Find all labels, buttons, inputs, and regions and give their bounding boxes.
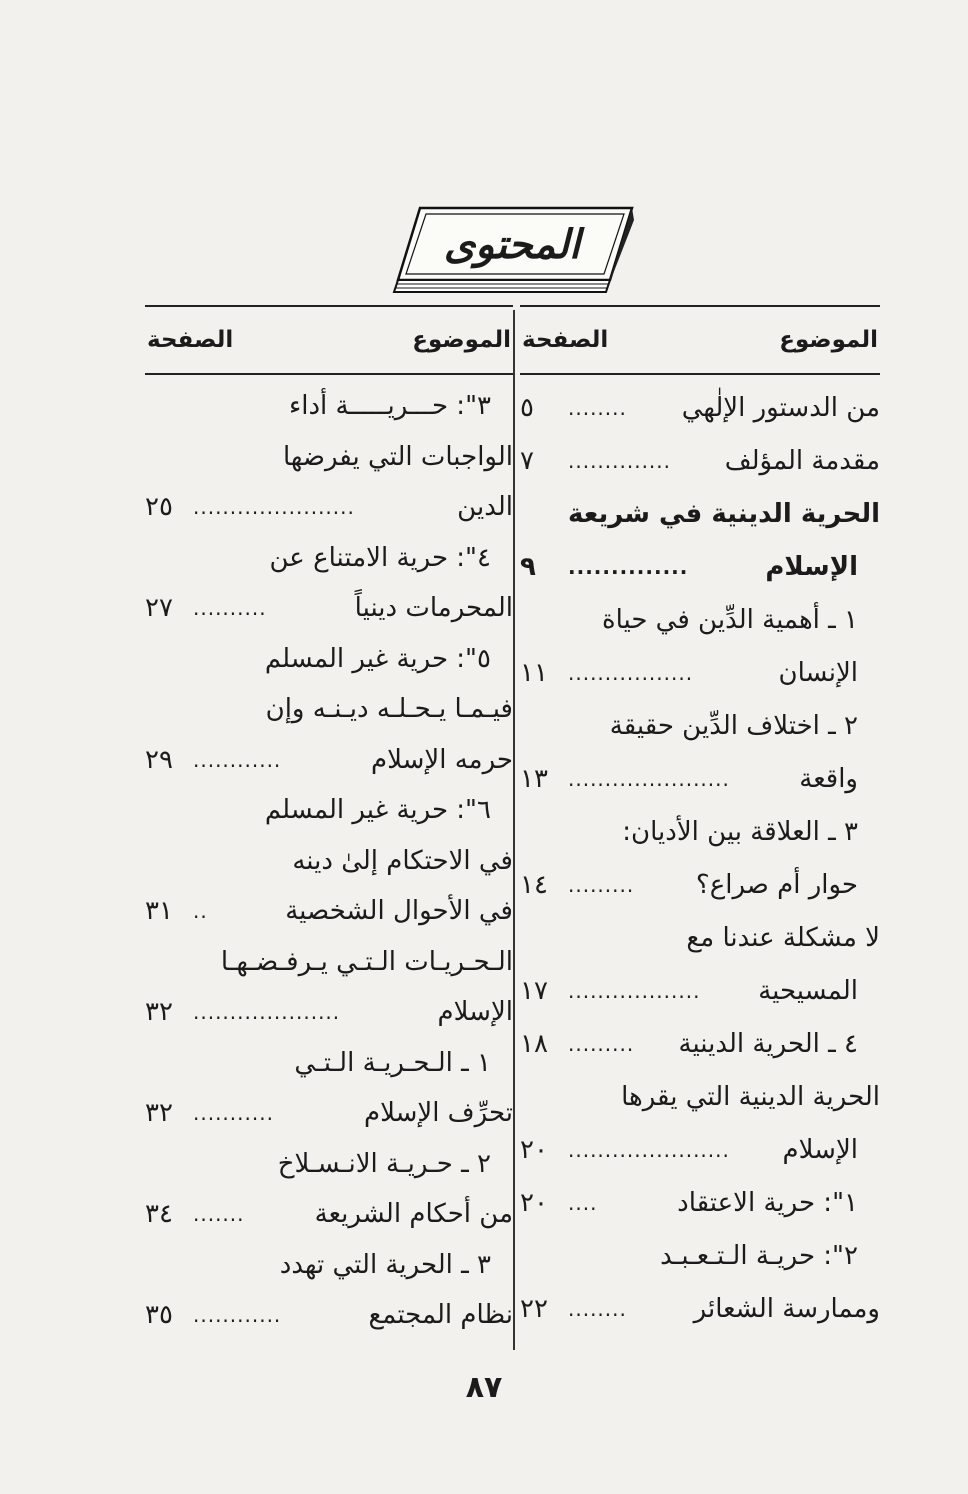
toc-entry-line — [520, 1176, 880, 1229]
toc-entry-line — [145, 735, 513, 786]
entry-page-number: ٧ — [520, 445, 534, 476]
toc-header — [520, 307, 880, 373]
entry-page-number: ٣٢ — [145, 997, 173, 1028]
entry-title: ١ ـ أهمية الدِّين في حياة — [601, 604, 858, 635]
entry-title: لا مشكلة عندنا مع — [686, 922, 880, 953]
entry-title: الإسلام — [765, 551, 858, 582]
dot-leader: .......... — [193, 596, 267, 621]
entry-title: نظام المجتمع — [368, 1300, 513, 1331]
contents-title-banner — [392, 200, 637, 295]
toc-entry-line — [520, 858, 880, 911]
entry-title: ٢ ـ اختلاف الدِّين حقيقة — [609, 710, 858, 741]
toc-entry-line — [145, 634, 513, 685]
toc-entry-line — [145, 1290, 513, 1341]
toc-entry-line — [145, 432, 513, 483]
toc-entry-line — [520, 1017, 880, 1070]
toc-entry-line — [145, 785, 513, 836]
toc-entries — [520, 381, 880, 1335]
entry-title: الواجبات التي يفرضها — [282, 441, 513, 472]
toc-entry-line — [145, 886, 513, 937]
entry-title: ١": حرية الاعتقاد — [677, 1187, 858, 1218]
entry-title: ٣ ـ العلاقة بين الأديان: — [622, 816, 858, 847]
toc-entry-line — [520, 593, 880, 646]
entry-title: ٤": حرية الامتناع عن — [269, 542, 491, 573]
header-page: الصفحة — [522, 327, 609, 353]
entry-page-number: ١١ — [520, 657, 548, 688]
entry-page-number: ٥ — [520, 392, 534, 423]
entry-title: ٢ ـ حـريـة الانـسـلاخ — [277, 1148, 491, 1179]
entry-title: ٦": حرية غير المسلم — [264, 795, 491, 826]
toc-entry-line — [520, 646, 880, 699]
toc-entry-line — [145, 381, 513, 432]
dot-leader: ...................... — [193, 495, 355, 520]
entry-title: الحرية الدينية في شريعة — [568, 498, 880, 529]
entry-title: في الأحوال الشخصية — [285, 896, 513, 927]
entry-page-number: ٩ — [520, 551, 536, 582]
entry-title: تحرِّف الإسلام — [363, 1098, 513, 1129]
toc-entries — [145, 381, 513, 1341]
toc-entry-line — [145, 684, 513, 735]
entry-title: ٣ ـ الحرية التي تهدد — [279, 1249, 491, 1280]
toc-entry-line — [145, 1240, 513, 1291]
toc-entry-line — [520, 805, 880, 858]
entry-title: ٣": حـــريـــــة أداء — [289, 391, 491, 422]
entry-page-number: ٢٧ — [145, 593, 173, 624]
entry-title: واقعة — [799, 763, 858, 794]
dot-leader: ........ — [568, 395, 627, 420]
entry-page-number: ٣١ — [145, 896, 173, 927]
toc-entry-line — [520, 964, 880, 1017]
toc-entry-line — [520, 540, 880, 593]
contents-title: المحتوى — [443, 220, 581, 268]
entry-title: الإسلام — [437, 997, 513, 1028]
page-number: ٨٧ — [465, 1370, 503, 1405]
header-rule-bottom — [520, 373, 880, 375]
dot-leader: .... — [568, 1190, 598, 1215]
toc-entry-line — [520, 487, 880, 540]
entry-page-number: ٣٤ — [145, 1199, 173, 1230]
entry-title: فيـمـا يـحـلـه ديـنـه وإن — [265, 694, 513, 725]
header-topic: الموضوع — [412, 327, 511, 353]
entry-page-number: ٣٢ — [145, 1098, 173, 1129]
entry-title: ٢": حريـة الـتـعـبـد — [660, 1240, 858, 1271]
entry-page-number: ١٧ — [520, 975, 548, 1006]
toc-entry-line — [520, 434, 880, 487]
entry-title: الدين — [457, 492, 513, 523]
toc-entry-line — [520, 1070, 880, 1123]
dot-leader: ........ — [568, 1296, 627, 1321]
entry-title: الـحـريـات الـتـي يـرفـضـهـا — [220, 946, 513, 977]
dot-leader: ......... — [568, 1031, 635, 1056]
entry-page-number: ٢٠ — [520, 1187, 548, 1218]
entry-page-number: ٢٢ — [520, 1293, 548, 1324]
header-page: الصفحة — [147, 327, 234, 353]
toc-entry-line — [145, 836, 513, 887]
dot-leader: ....... — [193, 1202, 245, 1227]
entry-title: في الاحتكام إلىٰ دينه — [292, 845, 513, 876]
dot-leader: .................. — [568, 978, 701, 1003]
dot-leader: ............ — [193, 747, 282, 772]
entry-title: من الدستور الإلٰهي — [681, 392, 880, 423]
entry-title: المحرمات دينياً — [354, 593, 513, 624]
toc-entry-line — [520, 911, 880, 964]
entry-page-number: ٣٥ — [145, 1300, 173, 1331]
toc-entry-line — [520, 1229, 880, 1282]
dot-leader: .............. — [568, 448, 672, 473]
toc-entry-line — [145, 482, 513, 533]
toc-entry-line — [145, 1189, 513, 1240]
dot-leader: .. — [193, 899, 208, 924]
toc-entry-line — [520, 752, 880, 805]
toc-entry-line — [520, 381, 880, 434]
dot-leader: .............. — [568, 554, 689, 579]
dot-leader: ......... — [568, 872, 635, 897]
entry-page-number: ١٣ — [520, 763, 548, 794]
toc-entry-line — [145, 987, 513, 1038]
entry-page-number: ٢٩ — [145, 744, 173, 775]
toc-entry-line — [520, 1123, 880, 1176]
dot-leader: ................. — [568, 660, 694, 685]
dot-leader: ...................... — [568, 1137, 730, 1162]
entry-title: الحرية الدينية التي يقرها — [621, 1081, 880, 1112]
entry-page-number: ٢٥ — [145, 492, 173, 523]
entry-title: الإسلام — [782, 1134, 858, 1165]
toc-column-right — [520, 305, 880, 1335]
column-divider — [513, 310, 515, 1350]
dot-leader: ........... — [193, 1101, 274, 1126]
toc-entry-line — [145, 533, 513, 584]
entry-title: ١ ـ الـحـريـة الـتـي — [294, 1047, 491, 1078]
entry-page-number: ٢٠ — [520, 1134, 548, 1165]
entry-title: الإنسان — [778, 657, 858, 688]
toc-entry-line — [145, 937, 513, 988]
dot-leader: ............ — [193, 1303, 282, 1328]
entry-title: حرمه الإسلام — [371, 744, 513, 775]
toc-entry-line — [520, 1282, 880, 1335]
toc-entry-line — [145, 1088, 513, 1139]
entry-title: ٥": حرية غير المسلم — [264, 643, 491, 674]
header-topic: الموضوع — [779, 327, 878, 353]
entry-title: وممارسة الشعائر — [693, 1293, 880, 1324]
toc-entry-line — [145, 583, 513, 634]
toc-entry-line — [145, 1139, 513, 1190]
entry-title: حوار أم صراع؟ — [695, 869, 858, 900]
entry-title: من أحكام الشريعة — [314, 1199, 513, 1230]
dot-leader: ...................... — [568, 766, 730, 791]
toc-column-left — [145, 305, 513, 1341]
entry-title: المسيحية — [758, 975, 858, 1006]
toc-entry-line — [145, 1038, 513, 1089]
entry-page-number: ١٨ — [520, 1028, 548, 1059]
dot-leader: .................... — [193, 1000, 341, 1025]
toc-header — [145, 307, 513, 373]
entry-title: ٤ ـ الحرية الدينية — [678, 1028, 858, 1059]
entry-page-number: ١٤ — [520, 869, 548, 900]
toc-entry-line — [520, 699, 880, 752]
header-rule-bottom — [145, 373, 513, 375]
entry-title: مقدمة المؤلف — [724, 445, 880, 476]
